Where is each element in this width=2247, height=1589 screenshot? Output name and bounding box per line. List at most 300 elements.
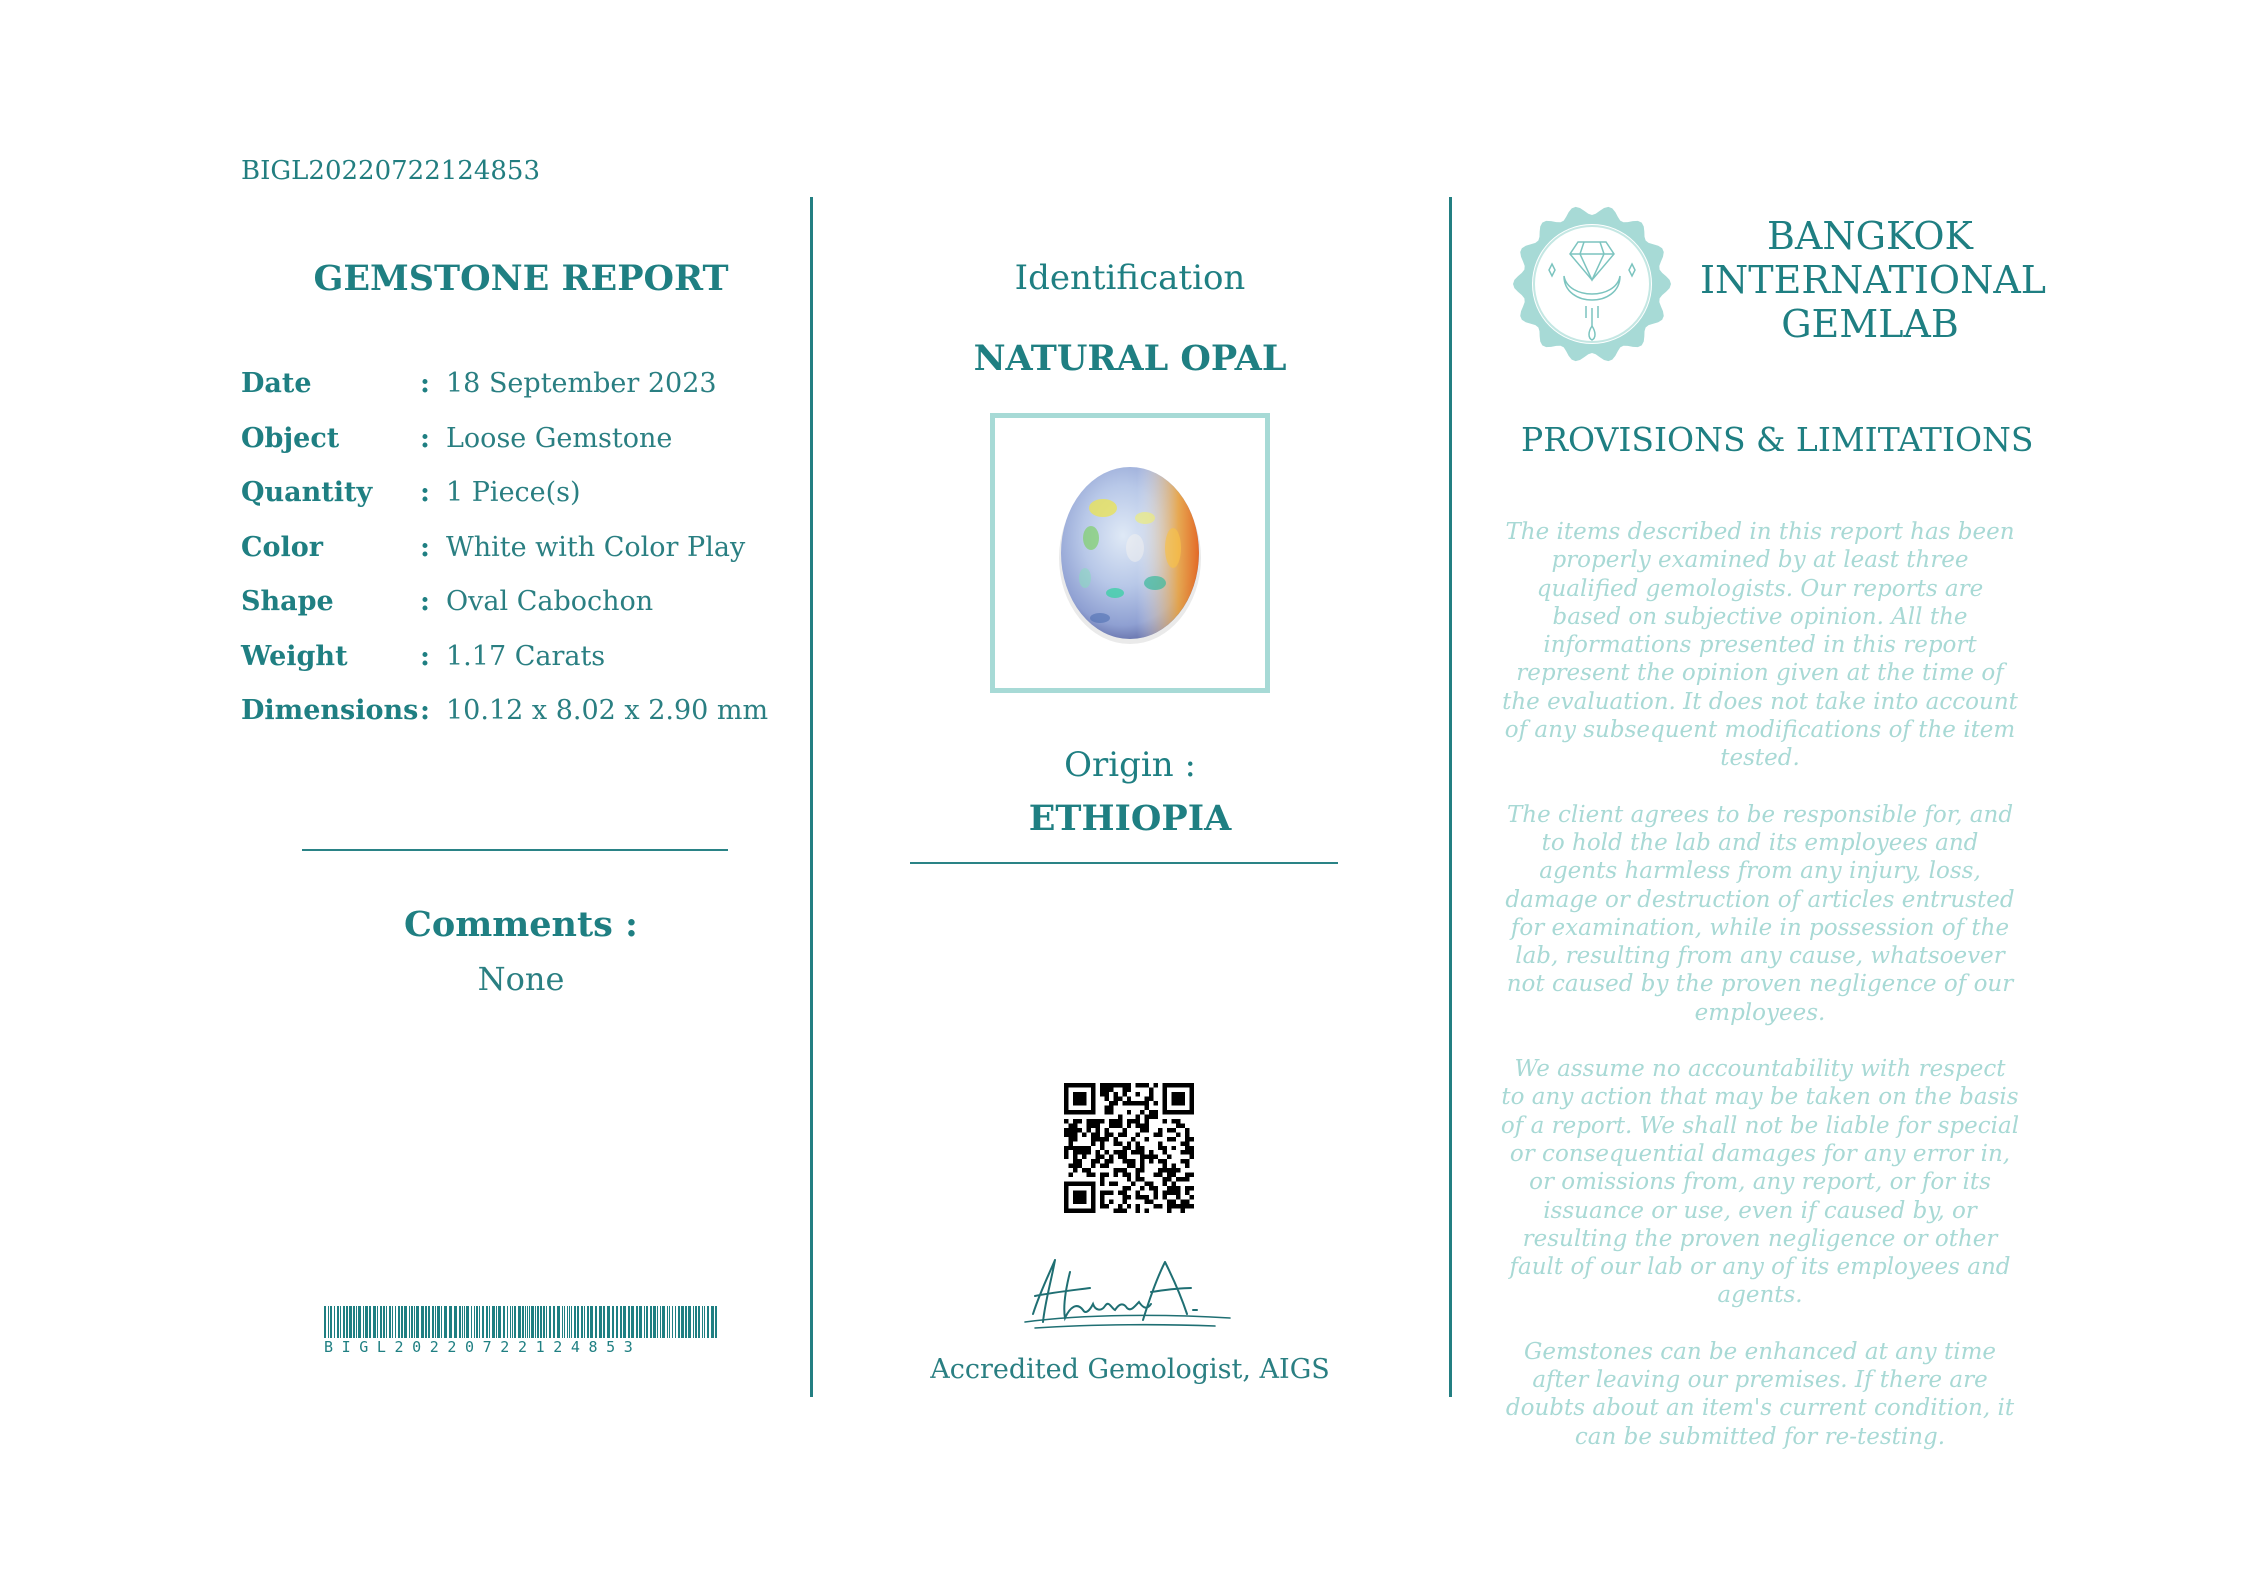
field-label: Quantity — [241, 477, 373, 508]
qr-module — [1145, 1083, 1149, 1087]
qr-module — [1064, 1204, 1068, 1208]
qr-module — [1068, 1123, 1072, 1127]
barcode-bar — [330, 1306, 332, 1338]
qr-module — [1163, 1159, 1167, 1163]
barcode-bar — [496, 1306, 497, 1338]
qr-module — [1068, 1164, 1072, 1168]
barcode-bar — [411, 1306, 413, 1338]
qr-module — [1181, 1092, 1185, 1096]
barcode-bar — [482, 1306, 484, 1338]
barcode-bar — [644, 1306, 645, 1338]
qr-module — [1167, 1128, 1171, 1132]
qr-module — [1140, 1195, 1144, 1199]
qr-module — [1095, 1119, 1099, 1123]
qr-module — [1122, 1128, 1126, 1132]
qr-module — [1154, 1186, 1158, 1190]
qr-module — [1185, 1132, 1189, 1136]
qr-module — [1181, 1159, 1185, 1163]
qr-module — [1172, 1200, 1176, 1204]
qr-module — [1064, 1083, 1068, 1087]
qr-module — [1113, 1141, 1117, 1145]
qr-module — [1073, 1101, 1077, 1105]
qr-module — [1190, 1110, 1194, 1114]
qr-module — [1118, 1123, 1122, 1127]
barcode-bar — [620, 1306, 622, 1338]
comments-label: Comments : — [404, 904, 638, 945]
barcode-bar — [660, 1306, 661, 1338]
qr-module — [1185, 1177, 1189, 1181]
qr-module — [1158, 1159, 1162, 1163]
barcode-bar — [464, 1306, 465, 1338]
qr-module — [1154, 1195, 1158, 1199]
barcode-bar — [607, 1306, 610, 1338]
qr-module — [1145, 1096, 1149, 1100]
qr-module — [1122, 1146, 1126, 1150]
qr-module — [1149, 1155, 1153, 1159]
report-serial-number: BIGL20220722124853 — [241, 156, 540, 186]
column-divider-right — [1449, 197, 1452, 1397]
qr-module — [1140, 1168, 1144, 1172]
qr-module — [1073, 1195, 1077, 1199]
qr-module — [1077, 1164, 1081, 1168]
qr-module — [1122, 1168, 1126, 1172]
qr-module — [1136, 1114, 1140, 1118]
barcode-bar — [685, 1306, 687, 1338]
barcode-bar — [707, 1306, 709, 1338]
qr-module — [1176, 1195, 1180, 1199]
provision-paragraph: We assume no accountability with respect to any action that may be taken on the basis of a report. We shall not be liable for special or consequential damages for any error in, or omissions from, any report, or for its issuance or use, even if caused by, or resulting the proven negligence or other fault of our lab or any of its employees and agents. — [1500, 1056, 2020, 1309]
qr-code-image[interactable] — [1064, 1083, 1194, 1213]
barcode-bar — [650, 1306, 652, 1338]
qr-module — [1082, 1101, 1086, 1105]
qr-module — [1104, 1191, 1108, 1195]
barcode-bar — [349, 1306, 352, 1338]
qr-module — [1091, 1083, 1095, 1087]
qr-module — [1082, 1168, 1086, 1172]
qr-module — [1163, 1087, 1167, 1091]
qr-module — [1158, 1132, 1162, 1136]
qr-module — [1127, 1096, 1131, 1100]
barcode-bar — [386, 1306, 387, 1338]
qr-module — [1154, 1155, 1158, 1159]
barcode-bar — [653, 1306, 656, 1338]
qr-module — [1077, 1128, 1081, 1132]
qr-module — [1172, 1096, 1176, 1100]
qr-module — [1167, 1083, 1171, 1087]
barcode-bar — [369, 1306, 371, 1338]
qr-module — [1167, 1168, 1171, 1172]
qr-module — [1100, 1146, 1104, 1150]
qr-module — [1145, 1105, 1149, 1109]
qr-module — [1104, 1137, 1108, 1141]
qr-module — [1113, 1209, 1117, 1213]
qr-module — [1140, 1110, 1144, 1114]
qr-module — [1181, 1110, 1185, 1114]
qr-module — [1127, 1119, 1131, 1123]
qr-module — [1176, 1096, 1180, 1100]
qr-module — [1167, 1209, 1171, 1213]
qr-module — [1118, 1150, 1122, 1154]
qr-module — [1167, 1191, 1171, 1195]
qr-module — [1104, 1105, 1108, 1109]
qr-module — [1082, 1096, 1086, 1100]
qr-module — [1104, 1164, 1108, 1168]
qr-module — [1131, 1164, 1135, 1168]
qr-module — [1109, 1200, 1113, 1204]
qr-module — [1113, 1083, 1117, 1087]
qr-module — [1077, 1182, 1081, 1186]
barcode-bar — [353, 1306, 355, 1338]
barcode-bar — [636, 1306, 638, 1338]
qr-module — [1181, 1083, 1185, 1087]
qr-module — [1091, 1105, 1095, 1109]
qr-module — [1091, 1119, 1095, 1123]
barcode-bar — [507, 1306, 508, 1338]
qr-module — [1181, 1141, 1185, 1145]
qr-module — [1122, 1209, 1126, 1213]
qr-module — [1163, 1168, 1167, 1172]
qr-module — [1190, 1155, 1194, 1159]
qr-module — [1091, 1209, 1095, 1213]
qr-module — [1118, 1209, 1122, 1213]
qr-module — [1185, 1110, 1189, 1114]
barcode-bar — [574, 1306, 576, 1338]
qr-module — [1109, 1083, 1113, 1087]
qr-module — [1109, 1105, 1113, 1109]
barcode-bar — [383, 1306, 385, 1338]
qr-module — [1113, 1150, 1117, 1154]
barcode-bar — [471, 1306, 472, 1338]
barcode-text: BIGL20220722124853 — [324, 1338, 642, 1356]
qr-module — [1122, 1155, 1126, 1159]
qr-module — [1154, 1173, 1158, 1177]
barcode-bar — [459, 1306, 461, 1338]
barcode-bar — [667, 1306, 668, 1338]
qr-module — [1113, 1101, 1117, 1105]
qr-module — [1082, 1083, 1086, 1087]
qr-module — [1185, 1173, 1189, 1177]
qr-module — [1091, 1101, 1095, 1105]
qr-module — [1064, 1146, 1068, 1150]
barcode-bar — [522, 1306, 524, 1338]
qr-module — [1145, 1182, 1149, 1186]
provision-paragraph: The items described in this report has been properly examined by at least three qualified gemologists. Our reports are based on subjective opinion. All the informations presented in this report represent the opinion given at the time of the evaluation. It does not take into account of any subsequent modifications of the item tested. — [1502, 519, 2018, 772]
barcode-bar — [628, 1306, 630, 1338]
qr-module — [1190, 1137, 1194, 1141]
qr-module — [1158, 1168, 1162, 1172]
barcode-bar — [704, 1306, 705, 1338]
qr-module — [1127, 1101, 1131, 1105]
qr-module — [1118, 1141, 1122, 1145]
qr-module — [1073, 1155, 1077, 1159]
field-label: Shape — [241, 586, 334, 617]
lab-name-line: GEMLAB — [1781, 302, 1959, 346]
gemstone-photo-frame — [990, 413, 1270, 693]
qr-module — [1064, 1195, 1068, 1199]
qr-module — [1163, 1096, 1167, 1100]
barcode-bar — [678, 1306, 680, 1338]
barcode-bar — [409, 1306, 410, 1338]
barcode-bar — [358, 1306, 361, 1338]
qr-module — [1068, 1083, 1072, 1087]
qr-module — [1154, 1132, 1158, 1136]
qr-module — [1149, 1096, 1153, 1100]
qr-module — [1190, 1173, 1194, 1177]
qr-module — [1190, 1096, 1194, 1100]
barcode-bar — [395, 1306, 396, 1338]
qr-module — [1122, 1191, 1126, 1195]
barcode-bar — [416, 1306, 419, 1338]
qr-module — [1100, 1195, 1104, 1199]
qr-module — [1136, 1195, 1140, 1199]
qr-module — [1104, 1083, 1108, 1087]
origin-label: Origin : — [1064, 745, 1196, 785]
field-value: 1 Piece(s) — [446, 477, 581, 508]
qr-module — [1100, 1191, 1104, 1195]
qr-module — [1172, 1110, 1176, 1114]
qr-module — [1154, 1101, 1158, 1105]
qr-module — [1131, 1137, 1135, 1141]
qr-module — [1136, 1083, 1140, 1087]
qr-module — [1109, 1087, 1113, 1091]
barcode-bar — [695, 1306, 697, 1338]
field-value: Loose Gemstone — [446, 422, 673, 454]
qr-module — [1086, 1150, 1090, 1154]
qr-module — [1167, 1173, 1171, 1177]
qr-module — [1185, 1083, 1189, 1087]
qr-module — [1104, 1087, 1108, 1091]
barcode-bar — [525, 1306, 526, 1338]
field-colon: : — [420, 586, 430, 617]
qr-module — [1109, 1132, 1113, 1136]
qr-module — [1176, 1168, 1180, 1172]
comments-value: None — [477, 960, 565, 998]
qr-module — [1118, 1083, 1122, 1087]
barcode-bar — [612, 1306, 614, 1338]
qr-module — [1073, 1191, 1077, 1195]
barcode-bar — [363, 1306, 364, 1338]
barcode-bar — [711, 1306, 714, 1338]
qr-module — [1086, 1110, 1090, 1114]
qr-module — [1136, 1168, 1140, 1172]
qr-module — [1122, 1173, 1126, 1177]
qr-module — [1122, 1200, 1126, 1204]
barcode-bar — [587, 1306, 589, 1338]
qr-module — [1176, 1092, 1180, 1096]
qr-module — [1172, 1204, 1176, 1208]
divider-line — [910, 862, 1338, 864]
barcode-bar — [543, 1306, 545, 1338]
barcode-bar — [444, 1306, 447, 1338]
qr-module — [1100, 1177, 1104, 1181]
qr-module — [1068, 1173, 1072, 1177]
qr-module — [1100, 1087, 1104, 1091]
qr-module — [1176, 1177, 1180, 1181]
barcode-bar — [639, 1306, 642, 1338]
qr-module — [1073, 1128, 1077, 1132]
qr-module — [1140, 1146, 1144, 1150]
qr-module — [1140, 1101, 1144, 1105]
qr-module — [1136, 1119, 1140, 1123]
qr-module — [1140, 1083, 1144, 1087]
qr-module — [1082, 1195, 1086, 1199]
qr-module — [1091, 1200, 1095, 1204]
qr-module — [1086, 1173, 1090, 1177]
qr-module — [1127, 1186, 1131, 1190]
field-value: 18 September 2023 — [446, 368, 717, 399]
qr-module — [1172, 1168, 1176, 1172]
qr-module — [1163, 1105, 1167, 1109]
qr-module — [1091, 1204, 1095, 1208]
field-value: 1.17 Carats — [446, 640, 606, 672]
qr-module — [1073, 1209, 1077, 1213]
field-colon: : — [420, 422, 430, 454]
qr-module — [1127, 1159, 1131, 1163]
qr-module — [1122, 1186, 1126, 1190]
qr-module — [1172, 1146, 1176, 1150]
qr-module — [1095, 1150, 1099, 1154]
qr-module — [1181, 1150, 1185, 1154]
qr-module — [1172, 1083, 1176, 1087]
qr-module — [1073, 1092, 1077, 1096]
qr-module — [1100, 1164, 1104, 1168]
barcode-bar — [564, 1306, 565, 1338]
qr-module — [1190, 1150, 1194, 1154]
qr-module — [1064, 1132, 1068, 1136]
qr-module — [1154, 1191, 1158, 1195]
barcode-bar — [537, 1306, 539, 1338]
lab-seal-logo — [1512, 204, 1672, 364]
qr-module — [1172, 1101, 1176, 1105]
barcode-bar — [681, 1306, 684, 1338]
qr-module — [1091, 1096, 1095, 1100]
field-colon: : — [420, 368, 430, 399]
qr-module — [1136, 1132, 1140, 1136]
qr-module — [1082, 1209, 1086, 1213]
qr-module — [1127, 1195, 1131, 1199]
qr-module — [1158, 1173, 1162, 1177]
barcode-bar — [546, 1306, 547, 1338]
qr-module — [1109, 1101, 1113, 1105]
qr-module — [1064, 1209, 1068, 1213]
barcode-bar — [584, 1306, 585, 1338]
qr-module — [1100, 1204, 1104, 1208]
qr-module — [1064, 1191, 1068, 1195]
barcode-bar — [462, 1306, 463, 1338]
qr-module — [1163, 1164, 1167, 1168]
barcode-bar — [479, 1306, 480, 1338]
qr-module — [1185, 1164, 1189, 1168]
qr-module — [1154, 1204, 1158, 1208]
barcode-bar — [466, 1306, 469, 1338]
barcode-bar — [421, 1306, 424, 1338]
qr-module — [1118, 1204, 1122, 1208]
qr-module — [1095, 1155, 1099, 1159]
qr-module — [1149, 1159, 1153, 1163]
qr-module — [1086, 1209, 1090, 1213]
qr-module — [1091, 1092, 1095, 1096]
barcode-bar — [577, 1306, 579, 1338]
qr-module — [1082, 1155, 1086, 1159]
barcode-bar — [688, 1306, 691, 1338]
qr-module — [1145, 1200, 1149, 1204]
qr-module — [1163, 1150, 1167, 1154]
qr-module — [1113, 1137, 1117, 1141]
barcode-bar — [437, 1306, 440, 1338]
qr-module — [1091, 1087, 1095, 1091]
qr-module — [1100, 1137, 1104, 1141]
qr-module — [1167, 1110, 1171, 1114]
qr-module — [1100, 1092, 1104, 1096]
field-label: Object — [241, 422, 340, 454]
qr-module — [1095, 1128, 1099, 1132]
qr-module — [1073, 1146, 1077, 1150]
barcode-bar — [401, 1306, 403, 1338]
qr-module — [1118, 1155, 1122, 1159]
qr-module — [1167, 1186, 1171, 1190]
barcode-bar — [328, 1306, 329, 1338]
qr-module — [1136, 1204, 1140, 1208]
qr-module — [1082, 1150, 1086, 1154]
qr-module — [1181, 1200, 1185, 1204]
qr-module — [1154, 1083, 1158, 1087]
qr-module — [1073, 1123, 1077, 1127]
qr-module — [1158, 1146, 1162, 1150]
barcode-bar — [414, 1306, 415, 1338]
qr-module — [1172, 1173, 1176, 1177]
barcode-bar — [428, 1306, 430, 1338]
barcode-bar — [343, 1306, 345, 1338]
qr-module — [1091, 1141, 1095, 1145]
qr-module — [1163, 1101, 1167, 1105]
qr-module — [1113, 1123, 1117, 1127]
qr-module — [1073, 1182, 1077, 1186]
barcode-bar — [599, 1306, 602, 1338]
qr-module — [1163, 1083, 1167, 1087]
qr-module — [1158, 1141, 1162, 1145]
barcode-bar — [549, 1306, 551, 1338]
qr-module — [1190, 1092, 1194, 1096]
qr-module — [1122, 1132, 1126, 1136]
barcode-bar — [356, 1306, 357, 1338]
qr-module — [1176, 1123, 1180, 1127]
qr-module — [1086, 1119, 1090, 1123]
barcode-bar — [557, 1306, 560, 1338]
qr-module — [1077, 1092, 1081, 1096]
qr-module — [1163, 1191, 1167, 1195]
qr-module — [1091, 1110, 1095, 1114]
barcode-bar — [527, 1306, 528, 1338]
qr-module — [1176, 1191, 1180, 1195]
qr-module — [1073, 1096, 1077, 1100]
qr-module — [1176, 1083, 1180, 1087]
provision-paragraph: Gemstones can be enhanced at any time after leaving our premises. If there are doubts about an item's current condition, it can be submitted for re-testing. — [1505, 1338, 2015, 1450]
barcode-bar — [404, 1306, 407, 1338]
qr-module — [1190, 1087, 1194, 1091]
barcode-bar — [365, 1306, 368, 1338]
qr-module — [1140, 1159, 1144, 1163]
qr-module — [1172, 1164, 1176, 1168]
provision-paragraph: The client agrees to be responsible for, and to hold the lab and its employees and agents harmless from any injury, loss, damage or destruction of articles entrusted for examination, while in possession of the lab, resulting from any cause, whatsoever not caused by the proven negligence of our employees. — [1505, 801, 2015, 1026]
qr-module — [1158, 1204, 1162, 1208]
qr-module — [1086, 1128, 1090, 1132]
qr-module — [1109, 1119, 1113, 1123]
qr-module — [1172, 1186, 1176, 1190]
qr-module — [1068, 1137, 1072, 1141]
qr-module — [1073, 1132, 1077, 1136]
qr-module — [1118, 1114, 1122, 1118]
qr-module — [1172, 1182, 1176, 1186]
